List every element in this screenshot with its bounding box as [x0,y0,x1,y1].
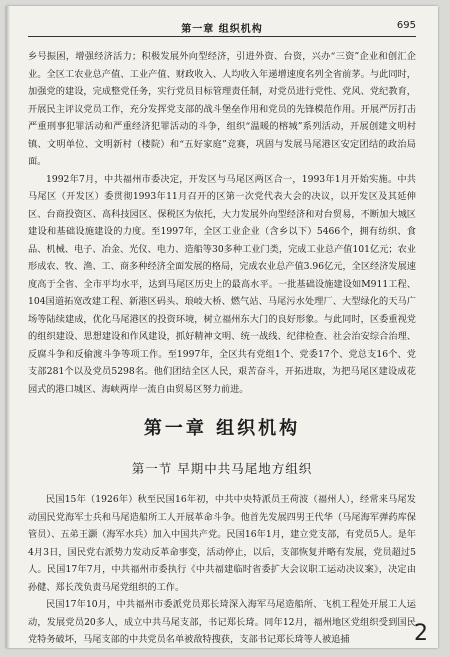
paragraph-1926: 民国15年（1926年）秋至民国16年初，中共中央特派员王荷波（福州人），经常来马尾发动国民党海军士兵和马尾造船所工人开展革命斗争。他首先发展四男王代华（马尾海军弹药库保管员）、五弟王灏（海军水兵）加入中国共产党。民国16年1月，建立党支部，有党员5人。是年4月3日，国民党右派势力发动反革命事变，活动停止，以后，支部恢复并略有发展，党员超过5人。民国17年7月，中共福州市委执行《中共福建临时省委扩大会议职工运动决议案》，决定由孙健、郑长茂负责马尾党组织的工作。 [28,494,416,593]
intro-paragraph: 乡号振困，增强经济活力；积极发展外向型经济，引进外资、台资，兴办“三资”企业和创汇企业。全区工农业总产值、工业产值、财政收入、人均收入年递增速度名列全省前茅。与此同时，加强党的建设，完成整党任务，实行党员目标管理责任制，对党员进行党性、党风、党纪教育，开展民主评议党员工作，充分发挥党支部的战斗堡垒作用和党员的先锋模范作用。开展严厉打击严重刑事犯罪活动和严重经济犯罪活动的斗争，组织“温暖的榕城”系列活动，开展创建文明村镇、文明单位、文明新村（楼院）和“五好家庭”竞赛，巩固与发展马尾港区安定团结的政治局面。 [28,51,416,167]
page-body [28,48,416,648]
section-heading: 第一节 早期中共马尾地方组织 [131,460,313,476]
paragraph-1931: 民国17年10月，中共福州市委派党员郑长琦深入海军马尾造船所、飞机工程处开展工人运动，发展党员20多人，成立中共马尾支部，书记郑长琦。同年12月，福州地区党组织受到国民党特务破坏，马尾支部的中共党员名单被敌特搜获，支部书记郑长琦等人被追捕 [28,599,416,645]
running-header-chapter: 第一章 组织机构 [181,24,263,35]
scan-shadow [6,6,10,648]
paragraph-1992: 1992年7月，中共福州市委决定，开发区与马尾区两区合一，1993年1月开始实施。中共马尾区（开发区）委贯彻1993年11月召开的区第一次党代表大会的决议，以开发区及其延伸区、台商投资区、高科技园区、保税区为依托，大力发展外向型经济和对台贸易，不断加大城区建设和基础设施建设的力度。至1997年，全区工业企业（含乡以下）5466个，拥有纺织、食品、机械、电子、冶金、光仪、电力、造船等30多种工业门类，完成工业总产值101亿元；农业形成农、牧、渔、工、商多种经济全面发展的格局，完成农业总产值3.96亿元，全区经济发展速度高于全省、全市平均水平，达到马尾区历史上的最高水平。一批基础设施建设如M911工程、104国道拓宽改建工程、新港区码头、琅岐大桥、燃气站、马尾污水处理厂、大型绿化的天马广场等陆续建成，优化马尾港区的投资环境，树立福州东大门的良好形象。与此同时，区委重视党的组织建设、思想建设和作风建设，抓好精神文明、统一战线、纪律检查、社会治安综合治理、反腐斗争和反偷渡斗争等项工作。至1997年，全区共有党组1个、党委17个、党总支16个、党支部281个以及党员5298名。他们团结全区人民，艰苦奋斗，开拓进取，为把马尾区建设成花园式的港口城区、海峡两岸一流自由贸易区努力前进。 [28,173,416,395]
chapter-heading: 第一章 组织机构 [143,418,301,439]
page-number: 695 [396,20,416,31]
book-page [6,6,438,648]
handwritten-margin-mark: 2 [414,621,428,646]
running-header [28,16,416,37]
